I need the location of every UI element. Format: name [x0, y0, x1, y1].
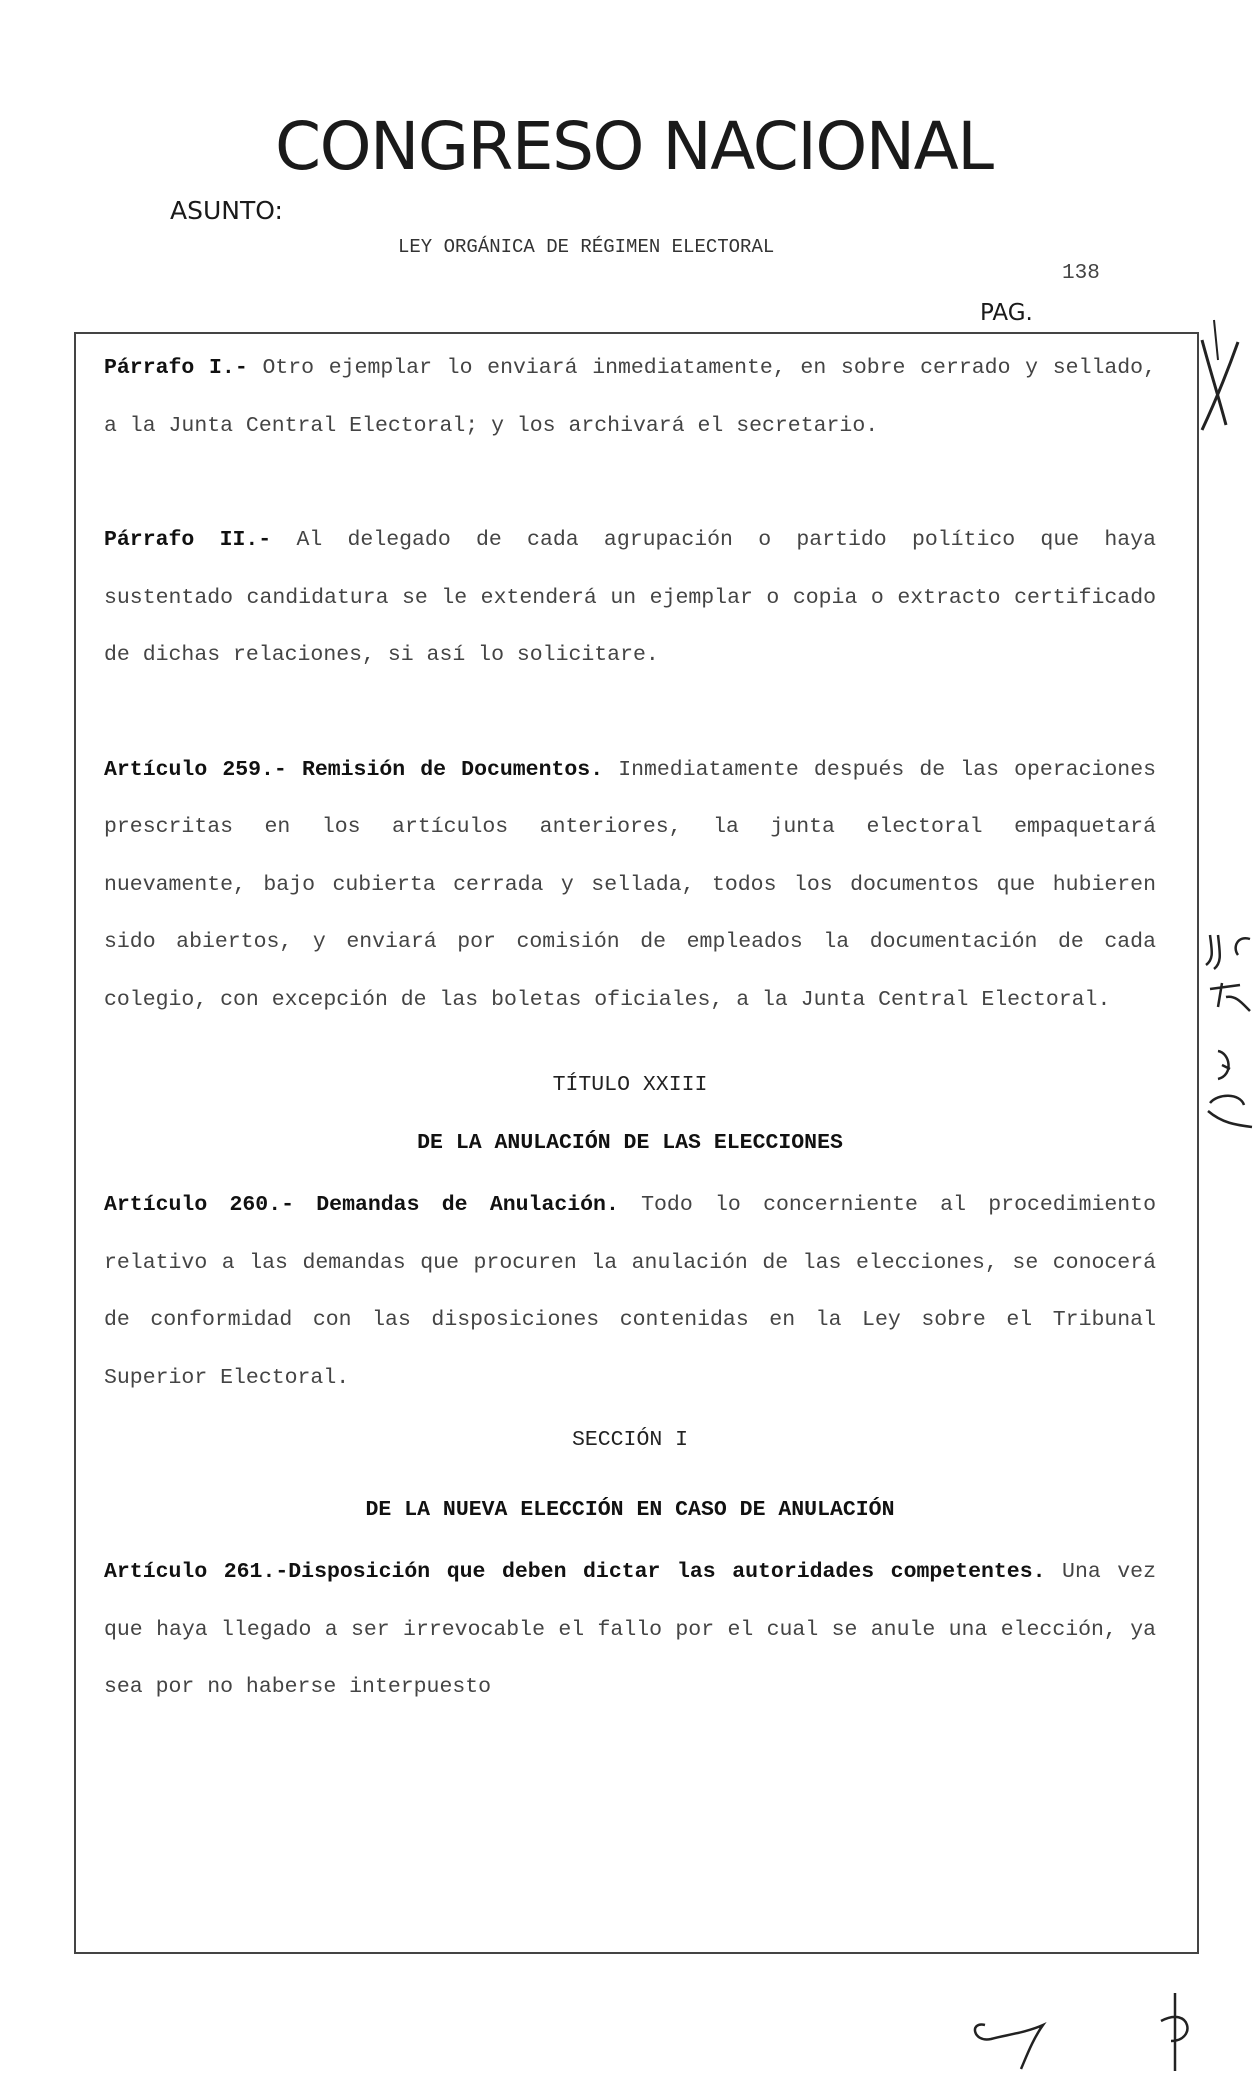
handwritten-initials [1200, 925, 1256, 1165]
seccion-heading: SECCIÓN I [571, 1428, 689, 1452]
paragraph-parrafo-2 [104, 512, 1156, 685]
article-heading: Artículo 260.- Demandas de Anulación. [104, 1193, 619, 1217]
handwritten-x-mark [1190, 300, 1250, 440]
page-number: 138 [1062, 262, 1100, 285]
document-subject: LEY ORGÁNICA DE RÉGIMEN ELECTORAL [398, 236, 775, 258]
article-text: Todo lo concerniente al procedimiento relativo a las demandas que procuren la anulación de las elecciones, se conocerá de conformidad con las disposiciones contenidas en la Ley sobre el Tribunal Superior Electoral. [104, 1193, 1156, 1390]
article-text: Inmediatamente después de las operaciones prescritas en los artículos anteriores, la junta electoral empaquetará nuevamente, bajo cubierta cerrada y sellada, todos los documentos que hubieren sido abiertos, y enviará por comisión de empleados la documentación de cada colegio, con excepción de las boletas oficiales, a la Junta Central Electoral. [104, 757, 1156, 1012]
letterhead-title: CONGRESO NACIONAL [275, 108, 993, 185]
handwritten-signature [965, 1985, 1225, 2075]
article-heading: Artículo 261.-Disposición que deben dictar las autoridades competentes. [104, 1560, 1046, 1584]
paragraph-text: Al delegado de cada agrupación o partido político que haya sustentado candidatura se le extenderá un ejemplar o copia o extracto certificado de dichas relaciones, si así lo solicitare. [104, 528, 1156, 667]
article-260 [104, 1177, 1156, 1407]
titulo-subtitle: DE LA ANULACIÓN DE LAS ELECCIONES [417, 1130, 843, 1155]
asunto-label: ASUNTO: [170, 196, 283, 225]
article-259 [104, 742, 1156, 1030]
paragraph-text: Otro ejemplar lo enviará inmediatamente, en sobre cerrado y sellado, a la Junta Central Electoral; y los archivará el secretario. [104, 356, 1156, 438]
article-text: Una vez que haya llegado a ser irrevocable el fallo por el cual se anule una elección, ya sea por no haberse interpuesto [104, 1560, 1156, 1699]
article-261 [104, 1544, 1156, 1717]
pag-label: PAG. [980, 300, 1033, 326]
titulo-heading: TÍTULO XXIII [552, 1073, 708, 1097]
document-body [104, 340, 1156, 1717]
paragraph-heading: Párrafo I.- [104, 356, 248, 380]
article-heading: Artículo 259.- Remisión de Documentos. [104, 757, 604, 782]
paragraph-heading: Párrafo II.- [104, 528, 272, 552]
seccion-subtitle: DE LA NUEVA ELECCIÓN EN CASO DE ANULACIÓN [365, 1497, 895, 1522]
paragraph-parrafo-1 [104, 340, 1156, 455]
